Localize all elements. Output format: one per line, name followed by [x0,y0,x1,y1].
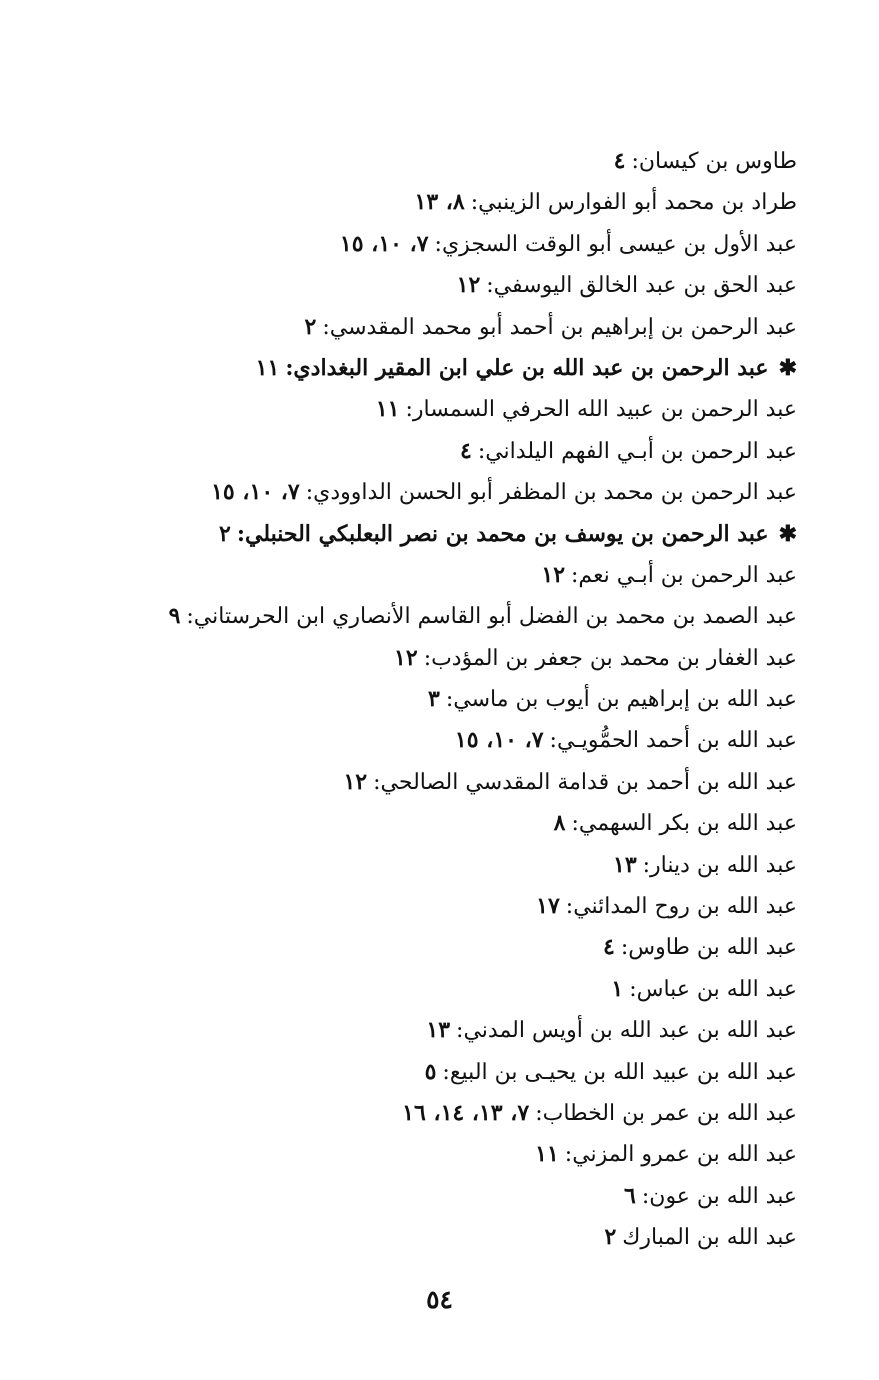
index-entry [157,307,797,348]
index-entry [157,845,797,886]
entry-page-refs: ١٣ [426,1017,451,1044]
entry-page-refs: ١٧ [536,893,560,920]
entry-page-refs: ٧، ١٠، ١٥ [454,727,544,754]
entry-page-refs: ٢ [219,520,231,547]
entry-name: عبد الله بن عمرو المزني: [564,1142,797,1168]
entry-name: عبد الله بن إبراهيم بن أيوب بن ماسي: [445,687,797,713]
entry-name: عبد الرحمن بن عبد الله بن علي ابن المقير البغدادي: [285,354,769,381]
index-entry [157,886,797,927]
entry-page-refs: ٣ [428,686,440,713]
index-entry [157,348,797,389]
entry-page-refs: ٤ [603,934,615,961]
entry-page-refs: ٩ [168,603,181,630]
index-entries-list [157,141,797,1259]
index-entry [157,1134,797,1175]
index-entry [157,389,797,430]
index-entry [157,927,797,968]
entry-page-refs: ٤ [613,148,626,174]
entry-name: طاوس بن كيسان: [631,149,797,174]
index-entry [157,182,797,223]
entry-page-refs: ٧، ١٠، ١٥ [211,479,300,506]
entry-name: عبد الله بن المبارك [622,1225,797,1251]
entry-name: عبد الله بن عبيد الله بن يحيـى بن البيع: [442,1059,797,1085]
entry-page-refs: ١١ [255,354,280,381]
entry-page-refs: ١١ [535,1141,559,1168]
index-entry [157,1217,797,1258]
entry-page-refs: ١٣ [613,851,637,878]
entry-page-refs: ٥ [424,1058,437,1085]
entry-page-refs: ٨ [553,810,566,837]
page-number: ٥٤ [426,1285,453,1314]
entry-page-refs: ١١ [375,396,400,423]
entry-name: عبد الرحمن بن عبيد الله الحرفي السمسار: [405,397,797,423]
index-entry [157,762,797,803]
entry-name: عبد الغفار بن محمد بن جعفر بن المؤدب: [423,645,797,671]
entry-name: عبد الله بن عباس: [629,976,797,1002]
index-entry [157,720,797,761]
index-entry [157,1176,797,1217]
entry-name: عبد الله بن بكر السهمي: [571,811,797,837]
entry-name: عبد الله بن أحمد الحمُّويـي: [549,728,797,754]
entry-page-refs: ١٢ [394,644,418,671]
entry-name: عبد الرحمن بن أبـي نعم: [571,562,797,588]
entry-page-refs: ٢ [604,1224,617,1251]
entry-name: عبد الأول بن عيسى أبو الوقت السجزي: [434,231,797,257]
index-entry [157,1010,797,1051]
entry-name: عبد الله بن عبد الله بن أويس المدني: [456,1018,797,1044]
entry-page-refs: ٢ [304,313,317,340]
entry-name: عبد الله بن روح المدائني: [565,894,797,920]
entry-page-refs: ١٢ [541,561,566,588]
index-entry [157,514,797,555]
index-entry [157,679,797,720]
index-entry [157,803,797,844]
index-entry [157,472,797,513]
entry-name: عبد الرحمن بن أبـي الفهم اليلداني: [477,438,797,464]
entry-page-refs: ٨، ١٣ [414,189,465,216]
entry-name: عبد الحق بن عبد الخالق اليوسفي: [486,273,797,299]
asterisk-icon: ✱ [778,354,797,381]
index-entry [157,431,797,472]
entry-page-refs: ١ [611,975,624,1002]
entry-name: عبد الرحمن بن يوسف بن محمد بن نصر البعلبكي الحنبلي: [236,520,769,547]
entry-page-refs: ٦ [624,1182,636,1209]
index-entry [157,638,797,679]
index-entry [157,555,797,596]
entry-page-refs: ١٢ [343,768,368,795]
index-entry [157,141,797,182]
entry-page-refs: ٧، ١٠، ١٥ [339,230,429,257]
index-entry [157,1093,797,1134]
entry-name: عبد الرحمن بن إبراهيم بن أحمد أبو محمد المقدسي: [322,314,797,340]
entry-page-refs: ١٢ [456,272,481,299]
entry-page-refs: ٤ [459,437,472,464]
index-entry [157,1052,797,1093]
entry-name: عبد الصمد بن محمد بن الفضل أبو القاسم الأنصاري ابن الحرستاني: [186,604,797,630]
entry-name: طراد بن محمد أبو الفوارس الزينبي: [470,190,797,216]
index-entry [157,265,797,306]
entry-name: عبد الله بن عون: [641,1183,797,1209]
entry-page-refs: ٧، ١٣، ١٤، ١٦ [402,1099,530,1126]
entry-name: عبد الرحمن بن محمد بن المظفر أبو الحسن الداوودي: [305,480,797,506]
index-entry [157,596,797,637]
entry-name: عبد الله بن طاوس: [620,935,797,961]
entry-name: عبد الله بن أحمد بن قدامة المقدسي الصالحي: [373,769,797,795]
index-entry [157,969,797,1010]
entry-name: عبد الله بن عمر بن الخطاب: [535,1100,797,1126]
index-entry [157,224,797,265]
entry-name: عبد الله بن دينار: [642,852,797,878]
asterisk-icon: ✱ [778,520,797,547]
